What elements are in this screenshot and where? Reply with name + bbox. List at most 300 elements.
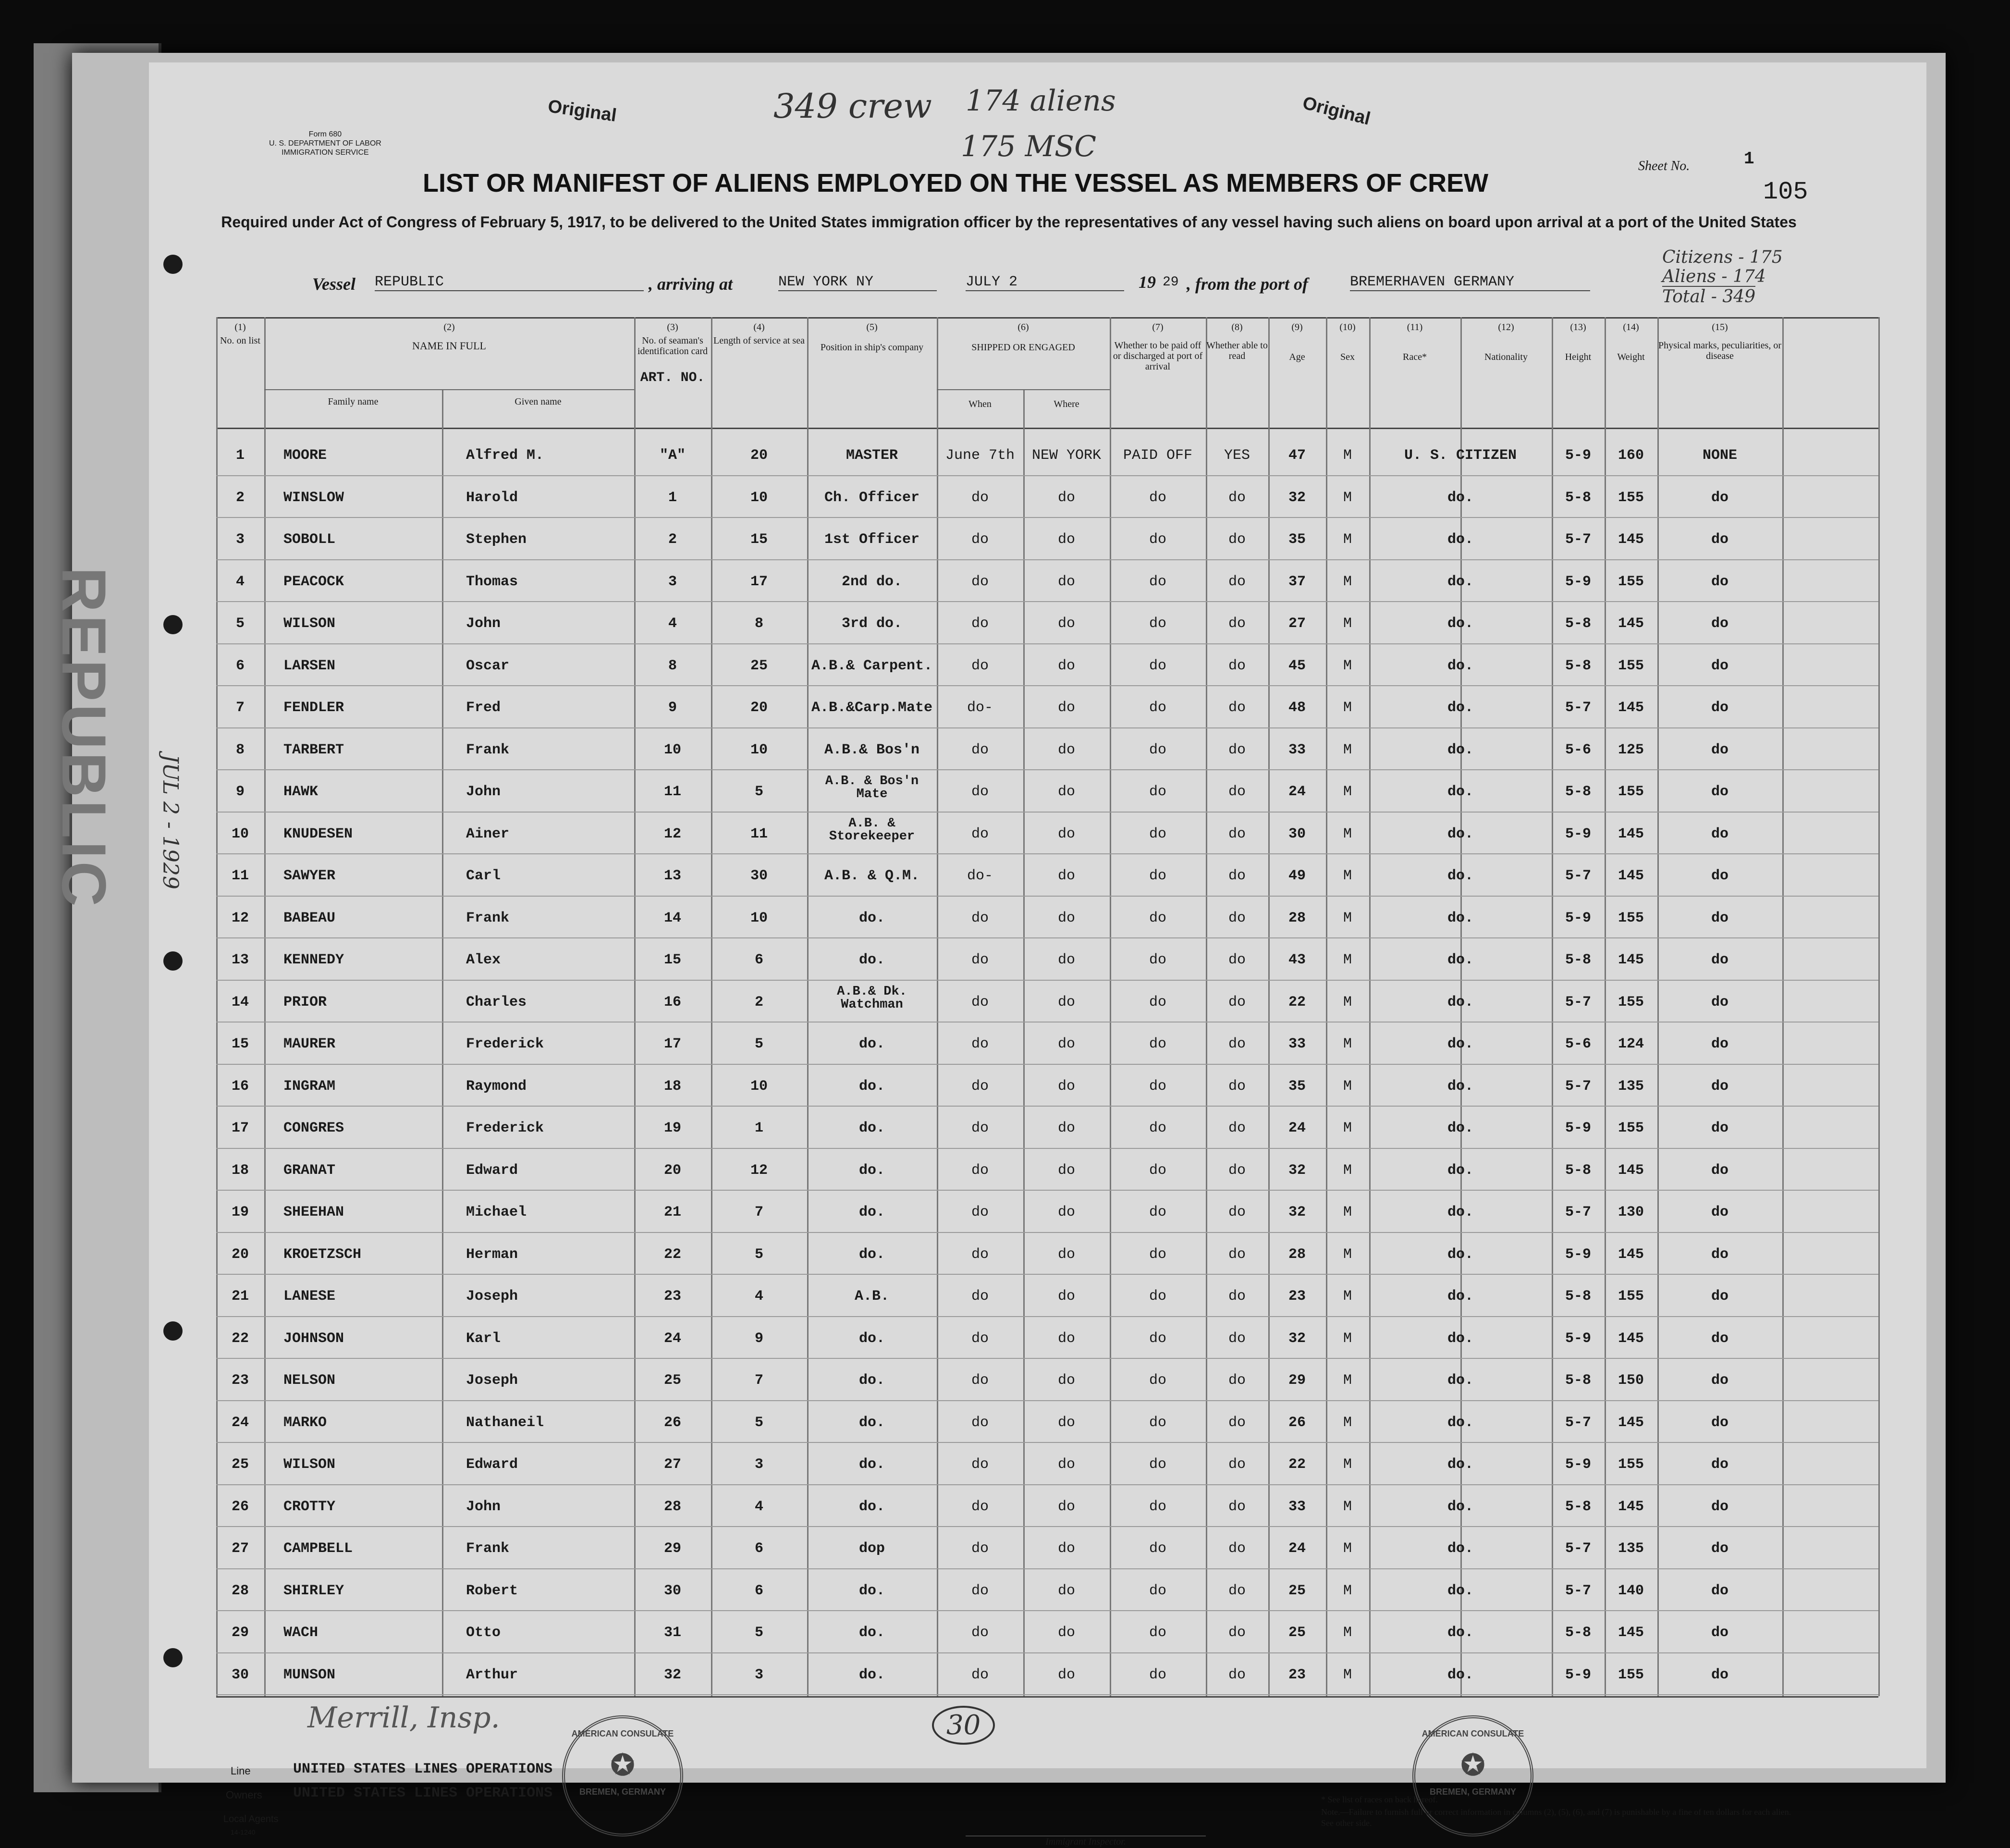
age: 24 — [1288, 784, 1306, 800]
position: do. — [858, 952, 885, 968]
service-length: 30 — [750, 868, 768, 884]
race-nationality: do. — [1447, 1456, 1473, 1473]
shipped-where: do — [1057, 657, 1075, 674]
age: 35 — [1288, 531, 1306, 548]
given-name: Alex — [466, 952, 501, 968]
row-rule — [216, 475, 1878, 476]
height: 5-9 — [1565, 1666, 1591, 1683]
given-name: Frank — [466, 741, 510, 758]
physical-marks: do — [1711, 1625, 1728, 1641]
col-header-no: (1) No. on list — [220, 322, 260, 346]
service-length: 25 — [750, 657, 768, 674]
paid-off: do — [1149, 1078, 1166, 1095]
row-rule — [216, 1610, 1878, 1611]
art-no: 3 — [668, 573, 677, 590]
weight: 160 — [1618, 447, 1644, 464]
paid-off: do — [1149, 489, 1166, 506]
physical-marks: do — [1711, 741, 1728, 758]
row-rule — [216, 980, 1878, 981]
age: 29 — [1288, 1372, 1306, 1389]
shipped-where: do — [1057, 489, 1075, 506]
family-name: MARKO — [283, 1414, 327, 1431]
service-length: 10 — [750, 741, 768, 758]
height: 5-8 — [1565, 657, 1591, 674]
sheet-number: 1 — [1744, 149, 1754, 169]
eagle-icon: ✪ — [610, 1749, 635, 1781]
row-no: 10 — [231, 825, 249, 842]
row-no: 6 — [235, 657, 245, 674]
able-to-read: do — [1228, 1036, 1246, 1052]
sex: M — [1343, 994, 1352, 1010]
height: 5-9 — [1565, 825, 1591, 842]
col-header-position: (5) Position in ship's company — [820, 322, 924, 353]
position: A.B. & Bos'n Mate — [825, 774, 919, 801]
family-name: SAWYER — [283, 868, 336, 884]
from-port-label: , from the port of — [1187, 274, 1309, 294]
given-name: Thomas — [466, 573, 518, 590]
height: 5-7 — [1565, 994, 1591, 1010]
row-no: 11 — [231, 868, 249, 884]
family-name: KNUDESEN — [283, 825, 353, 842]
able-to-read: do — [1228, 784, 1246, 800]
grand-total: Total - 349 — [1662, 287, 1756, 307]
shipped-where: do — [1057, 741, 1075, 758]
height: 5-8 — [1565, 489, 1591, 506]
shipped-where: do — [1057, 1456, 1075, 1473]
service-length: 7 — [754, 1372, 763, 1389]
paid-off: do — [1149, 1120, 1166, 1136]
weight: 145 — [1618, 1162, 1644, 1179]
race-nationality: do. — [1447, 616, 1473, 632]
art-no: "A" — [659, 447, 686, 464]
binder-hole — [163, 615, 183, 634]
row-rule — [216, 1568, 1878, 1569]
position: do. — [858, 1582, 885, 1599]
col-header-age: (9) Age — [1289, 322, 1305, 362]
art-no: 18 — [663, 1078, 681, 1095]
age: 28 — [1288, 1246, 1306, 1263]
given-name: Karl — [466, 1330, 501, 1347]
name-subheader-rule — [264, 389, 634, 390]
row-rule — [216, 559, 1878, 560]
col-header-service: (4) Length of service at sea — [713, 322, 805, 346]
family-name: MOORE — [283, 447, 327, 464]
position: A.B. — [854, 1288, 889, 1305]
sex: M — [1343, 741, 1352, 758]
paid-off: do — [1149, 952, 1166, 968]
citizens-total: Citizens - 175 — [1662, 247, 1783, 267]
paid-off: do — [1149, 1498, 1166, 1515]
race-nationality: do. — [1447, 1498, 1473, 1515]
service-length: 5 — [754, 1246, 763, 1263]
physical-marks: do — [1711, 784, 1728, 800]
row-no: 14 — [231, 994, 249, 1010]
weight: 125 — [1618, 741, 1644, 758]
able-to-read: do — [1228, 952, 1246, 968]
service-length: 20 — [750, 447, 768, 464]
art-no: 8 — [668, 657, 677, 674]
given-name: Fred — [466, 700, 501, 716]
col-header-race: (11) Race* — [1403, 322, 1427, 362]
service-length: 6 — [754, 952, 763, 968]
service-length: 9 — [754, 1330, 763, 1347]
race-nationality: do. — [1447, 1288, 1473, 1305]
row-no: 5 — [235, 616, 245, 632]
race-nationality: do. — [1447, 1120, 1473, 1136]
art-no: 28 — [663, 1498, 681, 1515]
shipped-when: do — [971, 616, 989, 632]
shipped-when: do — [971, 1372, 989, 1389]
physical-marks: NONE — [1702, 447, 1737, 464]
height: 5-8 — [1565, 1498, 1591, 1515]
family-name: MAURER — [283, 1036, 336, 1052]
able-to-read: do — [1228, 657, 1246, 674]
vessel-label: Vessel — [312, 274, 355, 294]
race-nationality: do. — [1447, 1582, 1473, 1599]
art-no: 31 — [663, 1625, 681, 1641]
weight: 145 — [1618, 1625, 1644, 1641]
eagle-icon: ✪ — [1460, 1749, 1485, 1781]
race-nationality: do. — [1447, 868, 1473, 884]
row-rule — [216, 1148, 1878, 1149]
consulate-seal-right: AMERICAN CONSULATE ✪ BREMEN, GERMANY — [1412, 1715, 1533, 1836]
shipped-where: NEW YORK — [1031, 447, 1102, 464]
service-length: 6 — [754, 1540, 763, 1557]
age: 35 — [1288, 1078, 1306, 1095]
art-no: 17 — [663, 1036, 681, 1052]
position: do. — [858, 1625, 885, 1641]
shipped-when: do — [971, 489, 989, 506]
weight: 155 — [1618, 573, 1644, 590]
paid-off: do — [1149, 616, 1166, 632]
art-no: 10 — [663, 741, 681, 758]
shipped-where: do — [1057, 531, 1075, 548]
sex: M — [1343, 1162, 1352, 1179]
shipped-when: do — [971, 531, 989, 548]
paid-off: do — [1149, 1540, 1166, 1557]
service-length: 10 — [750, 1078, 768, 1095]
height: 5-9 — [1565, 447, 1591, 464]
physical-marks: do — [1711, 1456, 1728, 1473]
given-name: Stephen — [466, 531, 527, 548]
shipped-when: do — [971, 1498, 989, 1515]
penalty-note: Note.—Failure to furnish full or correct information in columns (2), (5), (6), and (7) is punishable by a fine of ten dollars for each alien. See other side. — [1321, 1807, 1791, 1828]
paid-off: do — [1149, 1456, 1166, 1473]
height: 5-9 — [1565, 910, 1591, 926]
race-nationality: do. — [1447, 1414, 1473, 1431]
shipped-when: do — [971, 1120, 989, 1136]
row-no: 3 — [235, 531, 245, 548]
col-header-paid-off: (7) Whether to be paid off or discharged at port of arrival — [1113, 322, 1203, 372]
weight: 155 — [1618, 994, 1644, 1010]
form-id — [269, 130, 381, 158]
shipped-where: do — [1057, 910, 1075, 926]
physical-marks: do — [1711, 489, 1728, 506]
given-name: Ainer — [466, 825, 510, 842]
row-rule — [216, 1652, 1878, 1653]
row-rule — [216, 1400, 1878, 1401]
binder-hole — [163, 1321, 183, 1341]
row-rule — [216, 1232, 1878, 1233]
shipped-when: do — [971, 1246, 989, 1263]
weight: 145 — [1618, 868, 1644, 884]
paid-off: do — [1149, 1372, 1166, 1389]
age: 25 — [1288, 1625, 1306, 1641]
row-rule — [216, 1694, 1878, 1695]
row-rule — [216, 517, 1878, 518]
shipped-when: do — [971, 1456, 989, 1473]
able-to-read: do — [1228, 1582, 1246, 1599]
shipped-where: do — [1057, 573, 1075, 590]
given-name: John — [466, 616, 501, 632]
family-name: LANESE — [283, 1288, 336, 1305]
year-prefix: 19 — [1139, 272, 1156, 292]
weight: 145 — [1618, 531, 1644, 548]
physical-marks: do — [1711, 1078, 1728, 1095]
height: 5-6 — [1565, 1036, 1591, 1052]
able-to-read: do — [1228, 1666, 1246, 1683]
height: 5-7 — [1565, 868, 1591, 884]
race-nationality: do. — [1447, 994, 1473, 1010]
row-no: 2 — [235, 489, 245, 506]
family-name: PEACOCK — [283, 573, 344, 590]
race-nationality: do. — [1447, 952, 1473, 968]
shipped-when: do — [971, 994, 989, 1010]
page-number: 105 — [1763, 178, 1808, 206]
service-length: 12 — [750, 1162, 768, 1179]
table-top-rule — [216, 317, 1878, 319]
art-no: 24 — [663, 1330, 681, 1347]
sex: M — [1343, 825, 1352, 842]
shipped-where: do — [1057, 1414, 1075, 1431]
height: 5-9 — [1565, 1120, 1591, 1136]
shipped-when: do — [971, 784, 989, 800]
given-name: John — [466, 1498, 501, 1515]
paid-off: do — [1149, 910, 1166, 926]
shipped-where: do — [1057, 868, 1075, 884]
able-to-read: do — [1228, 741, 1246, 758]
physical-marks: do — [1711, 1120, 1728, 1136]
position: do. — [858, 1498, 885, 1515]
shipped-where: do — [1057, 825, 1075, 842]
service-length: 20 — [750, 700, 768, 716]
row-rule — [216, 1358, 1878, 1359]
sex: M — [1343, 1414, 1352, 1431]
sex: M — [1343, 868, 1352, 884]
page-title: LIST OR MANIFEST OF ALIENS EMPLOYED ON THE VESSEL AS MEMBERS OF CREW — [423, 169, 1489, 197]
row-no: 26 — [231, 1498, 249, 1515]
form-service: IMMIGRATION SERVICE — [282, 148, 369, 157]
shipped-where: do — [1057, 1498, 1075, 1515]
sex: M — [1343, 784, 1352, 800]
vertical-date-stamp: JUL 2 - 1929 — [158, 754, 183, 889]
position: do. — [858, 1246, 885, 1263]
given-name: Alfred M. — [466, 447, 544, 464]
height: 5-9 — [1565, 1246, 1591, 1263]
shipped-when: do — [971, 1162, 989, 1179]
shipped-when: do- — [967, 868, 993, 884]
manifest-page — [149, 62, 1926, 1847]
sex: M — [1343, 531, 1352, 548]
sex: M — [1343, 1078, 1352, 1095]
position: Ch. Officer — [824, 489, 920, 506]
row-rule — [216, 769, 1878, 770]
art-no: 25 — [663, 1372, 681, 1389]
given-name: Arthur — [466, 1666, 518, 1683]
sex: M — [1343, 952, 1352, 968]
family-name: WILSON — [283, 616, 336, 632]
family-name: SHIRLEY — [283, 1582, 344, 1599]
position: do. — [858, 1078, 885, 1095]
sheet-label: Sheet No. — [1638, 159, 1690, 173]
shipped-where: do — [1057, 1372, 1075, 1389]
age: 48 — [1288, 700, 1306, 716]
weight: 150 — [1618, 1372, 1644, 1389]
able-to-read: do — [1228, 616, 1246, 632]
race-nationality: do. — [1447, 741, 1473, 758]
year-suffix: 29 — [1163, 275, 1179, 290]
age: 32 — [1288, 1204, 1306, 1220]
able-to-read: do — [1228, 1414, 1246, 1431]
physical-marks: do — [1711, 1036, 1728, 1052]
given-name: Joseph — [466, 1288, 518, 1305]
age: 25 — [1288, 1582, 1306, 1599]
row-rule — [216, 896, 1878, 897]
shipped-when: do — [971, 1204, 989, 1220]
race-nationality: do. — [1447, 1162, 1473, 1179]
shipped-when: do — [971, 1330, 989, 1347]
paid-off: do — [1149, 1666, 1166, 1683]
paid-off: do — [1149, 825, 1166, 842]
able-to-read: do — [1228, 1540, 1246, 1557]
handwritten-aliens: 174 aliens — [966, 84, 1116, 118]
row-no: 8 — [235, 741, 245, 758]
age: 37 — [1288, 573, 1306, 590]
race-nationality: do. — [1447, 657, 1473, 674]
sex: M — [1343, 1204, 1352, 1220]
position: do. — [858, 1120, 885, 1136]
art-no: 1 — [668, 489, 677, 506]
paid-off: do — [1149, 784, 1166, 800]
position: do. — [858, 1204, 885, 1220]
family-name: CROTTY — [283, 1498, 336, 1515]
physical-marks: do — [1711, 910, 1728, 926]
shipped-where: do — [1057, 1078, 1075, 1095]
physical-marks: do — [1711, 1330, 1728, 1347]
row-no: 7 — [235, 700, 245, 716]
shipped-when: do — [971, 657, 989, 674]
race-nationality: do. — [1447, 700, 1473, 716]
age: 23 — [1288, 1288, 1306, 1305]
art-no: 20 — [663, 1162, 681, 1179]
weight: 145 — [1618, 825, 1644, 842]
service-length: 4 — [754, 1498, 763, 1515]
position: do. — [858, 1414, 885, 1431]
able-to-read: do — [1228, 531, 1246, 548]
paid-off: do — [1149, 1330, 1166, 1347]
art-no: 26 — [663, 1414, 681, 1431]
able-to-read: do — [1228, 573, 1246, 590]
row-rule — [216, 727, 1878, 728]
able-to-read: do — [1228, 700, 1246, 716]
shipped-subheader-rule — [937, 389, 1110, 390]
family-name: CAMPBELL — [283, 1540, 353, 1557]
paid-off: do — [1149, 1246, 1166, 1263]
position: do. — [858, 1456, 885, 1473]
physical-marks: do — [1711, 1288, 1728, 1305]
age: 23 — [1288, 1666, 1306, 1683]
family-name: WILSON — [283, 1456, 336, 1473]
family-name: INGRAM — [283, 1078, 336, 1095]
paid-off: do — [1149, 1582, 1166, 1599]
row-no: 16 — [231, 1078, 249, 1095]
paid-off: do — [1149, 1625, 1166, 1641]
position: MASTER — [846, 447, 898, 464]
weight: 155 — [1618, 489, 1644, 506]
sex: M — [1343, 489, 1352, 506]
row-rule — [216, 937, 1878, 938]
service-length: 3 — [754, 1456, 763, 1473]
vessel-vertical-stamp: REPUBLIC — [49, 567, 119, 910]
aliens-total: Aliens - 174 — [1662, 267, 1766, 286]
physical-marks: do — [1711, 952, 1728, 968]
races-note: * See list of races on back hereof. — [1321, 1795, 1438, 1804]
height: 5-7 — [1565, 531, 1591, 548]
given-name: Carl — [466, 868, 501, 884]
col-header-height: (13) Height — [1565, 322, 1592, 362]
row-rule — [216, 1022, 1878, 1023]
able-to-read: do — [1228, 489, 1246, 506]
art-no: 13 — [663, 868, 681, 884]
weight: 155 — [1618, 910, 1644, 926]
service-length: 15 — [750, 531, 768, 548]
paid-off: do — [1149, 994, 1166, 1010]
sex: M — [1343, 1666, 1352, 1683]
given-name: Frank — [466, 1540, 510, 1557]
shipped-when: do — [971, 952, 989, 968]
able-to-read: do — [1228, 1204, 1246, 1220]
able-to-read: do — [1228, 1625, 1246, 1641]
family-name: PRIOR — [283, 994, 327, 1010]
shipped-where: do — [1057, 1625, 1075, 1641]
line-value: UNITED STATES LINES OPERATIONS — [293, 1761, 553, 1777]
given-name: Oscar — [466, 657, 510, 674]
shipped-where: do — [1057, 1120, 1075, 1136]
art-no: 15 — [663, 952, 681, 968]
physical-marks: do — [1711, 1162, 1728, 1179]
able-to-read: do — [1228, 1372, 1246, 1389]
position: 2nd do. — [841, 573, 903, 590]
shipped-where: do — [1057, 784, 1075, 800]
col-header-read: (8) Whether able to read — [1206, 322, 1268, 361]
subtitle: Required under Act of Congress of February 5, 1917, to be delivered to the United States immigration officer by the representatives of any vessel having such aliens on board upon arrival at a port of the United States — [221, 213, 1797, 231]
height: 5-7 — [1565, 1540, 1591, 1557]
art-no: 23 — [663, 1288, 681, 1305]
binder-hole — [163, 1648, 183, 1667]
able-to-read: YES — [1224, 447, 1250, 464]
service-length: 10 — [750, 489, 768, 506]
shipped-when: do — [971, 1540, 989, 1557]
row-no: 21 — [231, 1288, 249, 1305]
art-no: 9 — [668, 700, 677, 716]
race-nationality: do. — [1447, 1372, 1473, 1389]
weight: 145 — [1618, 1498, 1644, 1515]
paid-off: do — [1149, 1162, 1166, 1179]
row-rule — [216, 643, 1878, 644]
position: do. — [858, 1036, 885, 1052]
able-to-read: do — [1228, 1498, 1246, 1515]
position: do. — [858, 1162, 885, 1179]
